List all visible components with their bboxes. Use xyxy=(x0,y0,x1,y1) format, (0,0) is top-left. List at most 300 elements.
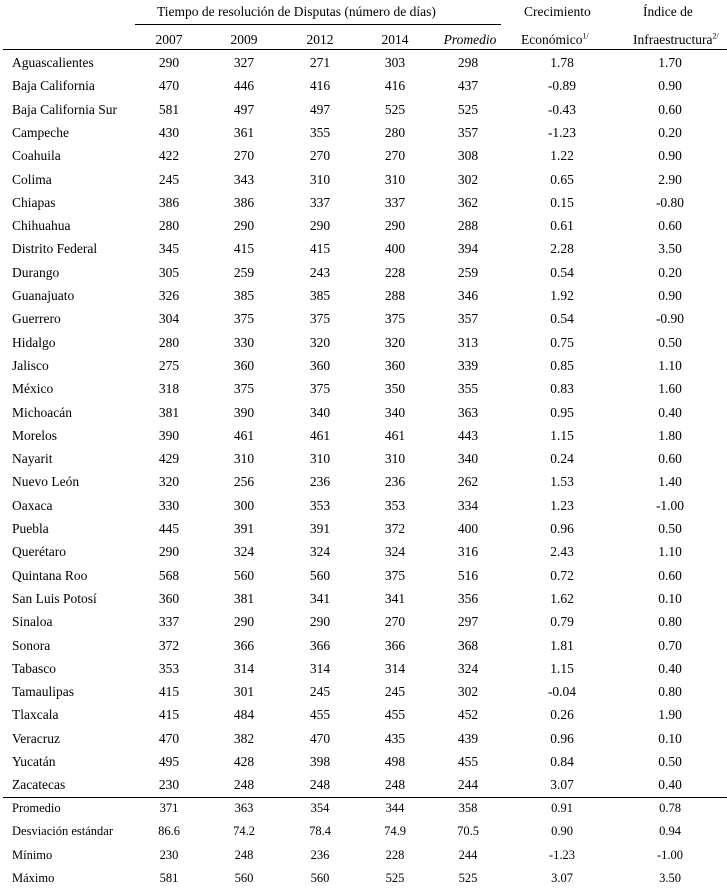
cell-2012: 324 xyxy=(309,544,331,560)
cell-2014: 310 xyxy=(384,171,406,187)
cell-2007: 345 xyxy=(158,241,180,257)
row-label: Nayarit xyxy=(12,451,53,467)
summary-row xyxy=(0,819,727,842)
cell-2014: 324 xyxy=(384,544,406,560)
row-label: Zacatecas xyxy=(12,777,66,793)
cell-2014: 245 xyxy=(384,684,406,700)
cell-infra: 0.60 xyxy=(658,567,682,583)
cell-growth: 2.28 xyxy=(550,241,574,257)
cell-infra: 0.40 xyxy=(658,660,682,676)
cell-2014: 270 xyxy=(384,614,406,630)
cell-2014: 350 xyxy=(384,381,406,397)
row-label: Morelos xyxy=(12,427,57,443)
cell-infra: 1.80 xyxy=(658,427,682,443)
cell-infra: 0.80 xyxy=(658,614,682,630)
cell-2009: 74.2 xyxy=(233,824,255,839)
cell-2014: 375 xyxy=(384,567,406,583)
table-row xyxy=(0,144,727,167)
cell-infra: 0.90 xyxy=(658,78,682,94)
cell-2007: 280 xyxy=(158,334,180,350)
row-label: México xyxy=(12,381,54,397)
cell-2009: 461 xyxy=(233,427,255,443)
row-label: Yucatán xyxy=(12,754,56,769)
col-2014: 2014 xyxy=(381,32,409,47)
cell-infra: 1.10 xyxy=(658,544,682,560)
cell-infra: 2.90 xyxy=(658,171,682,187)
cell-2014: 280 xyxy=(384,124,406,140)
cell-promedio: 340 xyxy=(457,451,479,467)
cell-growth: 0.75 xyxy=(550,334,574,350)
row-label: Querétaro xyxy=(12,544,66,560)
table-row xyxy=(0,237,727,260)
table-row xyxy=(0,377,727,400)
cell-2007: 415 xyxy=(158,684,180,700)
cell-2009: 330 xyxy=(233,334,255,350)
table-row xyxy=(0,307,727,330)
cell-2012: 236 xyxy=(309,474,331,490)
cell-2014: 360 xyxy=(384,357,406,373)
cell-2007: 470 xyxy=(158,78,180,94)
cell-2014: 310 xyxy=(384,451,406,467)
cell-2007: 275 xyxy=(158,357,180,373)
cell-2012: 461 xyxy=(309,427,331,443)
cell-infra: 0.94 xyxy=(659,824,681,839)
cell-growth: 1.15 xyxy=(550,660,574,676)
cell-2012: 341 xyxy=(309,590,331,606)
cell-2012: 245 xyxy=(309,684,331,700)
table-row xyxy=(0,168,727,191)
cell-2007: 386 xyxy=(158,194,180,210)
cell-2007: 381 xyxy=(158,404,180,420)
cell-2009: 300 xyxy=(233,497,255,513)
growth-footnote: 1/ xyxy=(582,31,589,41)
table-row xyxy=(0,470,727,493)
cell-2009: 428 xyxy=(233,754,255,769)
cell-growth: -1.23 xyxy=(547,124,577,140)
cell-2009: 484 xyxy=(233,707,255,723)
cell-2012: 497 xyxy=(309,101,331,117)
cell-2012: 560 xyxy=(309,567,331,583)
cell-2014: 74.9 xyxy=(384,824,406,839)
cell-2014: 248 xyxy=(384,777,406,793)
cell-2012: 290 xyxy=(309,614,331,630)
cell-2009: 248 xyxy=(233,777,255,793)
cell-2009: 560 xyxy=(233,567,255,583)
summary-row xyxy=(0,866,727,889)
row-label: Quintana Roo xyxy=(12,567,88,583)
cell-2014: 455 xyxy=(384,707,406,723)
row-label: Promedio xyxy=(12,801,61,815)
cell-2009: 314 xyxy=(233,660,255,676)
cell-growth: 1.62 xyxy=(550,590,574,606)
cell-2014: 228 xyxy=(384,264,406,280)
table-row xyxy=(0,587,727,610)
cell-promedio: 400 xyxy=(457,521,479,536)
cell-2007: 470 xyxy=(158,730,180,746)
cell-2012: 455 xyxy=(309,707,331,723)
cell-growth: 0.96 xyxy=(550,521,574,536)
table-row xyxy=(0,517,727,540)
cell-2007: 290 xyxy=(158,544,180,560)
cell-infra: 0.90 xyxy=(658,148,682,164)
cell-2014: 525 xyxy=(385,870,405,885)
cell-infra: 0.80 xyxy=(658,684,682,700)
cell-growth: 1.15 xyxy=(550,427,574,443)
row-label: Jalisco xyxy=(12,357,49,373)
cell-2009: 361 xyxy=(233,124,255,140)
cell-growth: 0.54 xyxy=(550,264,574,280)
cell-promedio: 313 xyxy=(457,334,479,350)
cell-growth: -1.23 xyxy=(548,847,576,862)
cell-infra: -1.00 xyxy=(655,497,685,513)
cell-2009: 497 xyxy=(233,101,255,117)
cell-2014: 366 xyxy=(384,637,406,653)
cell-2014: 416 xyxy=(384,78,406,94)
row-label: Baja California xyxy=(12,78,95,94)
cell-2007: 304 xyxy=(158,311,180,327)
cell-promedio: 516 xyxy=(457,567,479,583)
row-label: Campeche xyxy=(12,124,69,140)
cell-growth: 0.95 xyxy=(550,404,574,420)
cell-2009: 327 xyxy=(233,55,255,70)
cell-2009: 560 xyxy=(234,870,254,885)
cell-2012: 415 xyxy=(309,241,331,257)
growth-header-line2: Económico$^{1/}$ xyxy=(521,31,589,47)
row-label: Chihuahua xyxy=(12,218,71,234)
cell-2012: 243 xyxy=(309,264,331,280)
cell-infra: 0.20 xyxy=(658,124,682,140)
cell-2007: 320 xyxy=(158,474,180,490)
row-label: Tabasco xyxy=(12,660,57,676)
cell-2007: 353 xyxy=(158,660,180,676)
cell-infra: 1.60 xyxy=(658,381,682,397)
cell-promedio: 439 xyxy=(457,730,479,746)
cell-promedio: 358 xyxy=(458,801,478,815)
cell-2014: 400 xyxy=(384,241,406,257)
cell-2012: 360 xyxy=(309,357,331,373)
cell-2007: 245 xyxy=(158,171,180,187)
cell-2009: 375 xyxy=(233,311,255,327)
cell-growth: -0.04 xyxy=(547,684,577,700)
cell-growth: 0.79 xyxy=(550,614,574,630)
cell-2007: 390 xyxy=(158,427,180,443)
cell-2014: 320 xyxy=(384,334,406,350)
cell-2014: 314 xyxy=(384,660,406,676)
cell-infra: 0.78 xyxy=(659,801,681,815)
cell-growth: 0.90 xyxy=(551,824,573,839)
cell-2012: 271 xyxy=(309,55,331,70)
cell-2009: 381 xyxy=(233,590,255,606)
cell-promedio: 455 xyxy=(457,754,479,769)
cell-growth: 0.65 xyxy=(550,171,574,187)
cell-2012: 354 xyxy=(310,801,330,815)
cell-2007: 318 xyxy=(158,381,180,397)
cell-2012: 391 xyxy=(309,521,331,536)
cell-promedio: 368 xyxy=(457,637,479,653)
cell-2007: 430 xyxy=(158,124,180,140)
cell-promedio: 288 xyxy=(457,218,479,234)
cell-infra: 0.50 xyxy=(658,521,682,536)
cell-2012: 340 xyxy=(309,404,331,420)
table-row xyxy=(0,610,727,633)
cell-growth: 0.61 xyxy=(550,218,574,234)
row-label: Sonora xyxy=(12,637,51,653)
table-row xyxy=(0,773,727,796)
summary-row xyxy=(0,843,727,866)
cell-growth: 1.53 xyxy=(550,474,574,490)
cell-2007: 372 xyxy=(158,637,180,653)
table-row xyxy=(0,331,727,354)
cell-2012: 470 xyxy=(309,730,331,746)
cell-2012: 78.4 xyxy=(309,824,331,839)
table-row xyxy=(0,634,727,657)
cell-2012: 236 xyxy=(310,847,330,862)
cell-infra: 0.70 xyxy=(658,637,682,653)
row-label: Guanajuato xyxy=(12,288,75,303)
cell-2014: 341 xyxy=(384,590,406,606)
cell-growth: 1.92 xyxy=(550,288,574,303)
cell-infra: 1.40 xyxy=(658,474,682,490)
cell-2007: 415 xyxy=(158,707,180,723)
table-row xyxy=(0,401,727,424)
table-row xyxy=(0,121,727,144)
cell-2007: 290 xyxy=(158,55,180,70)
cell-promedio: 452 xyxy=(457,707,479,723)
cell-2014: 435 xyxy=(384,730,406,746)
row-label: Oaxaca xyxy=(12,497,53,513)
cell-2009: 290 xyxy=(233,614,255,630)
cell-2007: 230 xyxy=(159,847,179,862)
col-2012: 2012 xyxy=(306,32,334,47)
cell-2014: 353 xyxy=(384,497,406,513)
table-row xyxy=(0,680,727,703)
cell-infra: 0.90 xyxy=(658,288,682,303)
table-row xyxy=(0,540,727,563)
cell-growth: 1.23 xyxy=(550,497,574,513)
cell-2012: 270 xyxy=(309,148,331,164)
cell-2014: 340 xyxy=(384,404,406,420)
cell-promedio: 302 xyxy=(457,171,479,187)
cell-infra: 0.10 xyxy=(658,590,682,606)
cell-2007: 581 xyxy=(158,101,180,117)
cell-2007: 581 xyxy=(159,870,179,885)
cell-2007: 422 xyxy=(158,148,180,164)
table-row xyxy=(0,447,727,470)
cell-2009: 446 xyxy=(233,78,255,94)
table-row xyxy=(0,494,727,517)
row-label: Coahuila xyxy=(12,148,61,164)
cell-growth: 1.22 xyxy=(550,148,574,164)
cell-infra: 0.60 xyxy=(658,101,682,117)
col-2009: 2009 xyxy=(230,32,258,47)
cell-growth: 0.83 xyxy=(550,381,574,397)
table-row xyxy=(0,727,727,750)
cell-promedio: 339 xyxy=(457,357,479,373)
cell-2007: 445 xyxy=(158,521,180,536)
row-label: Desviación estándar xyxy=(12,824,114,839)
cell-promedio: 302 xyxy=(457,684,479,700)
cell-promedio: 70.5 xyxy=(457,824,479,839)
row-label: Nuevo León xyxy=(12,474,80,490)
cell-promedio: 262 xyxy=(457,474,479,490)
cell-2014: 270 xyxy=(384,148,406,164)
cell-2009: 259 xyxy=(233,264,255,280)
cell-promedio: 394 xyxy=(457,241,479,257)
cell-promedio: 357 xyxy=(457,124,479,140)
row-label: Sinaloa xyxy=(12,614,53,630)
row-label: Michoacán xyxy=(12,404,72,420)
cell-infra: -0.80 xyxy=(655,194,685,210)
cell-growth: 2.43 xyxy=(550,544,574,560)
cell-2014: 236 xyxy=(384,474,406,490)
row-label: Colima xyxy=(12,171,52,187)
col-2007: 2007 xyxy=(155,32,183,47)
table-row xyxy=(0,191,727,214)
summary-row xyxy=(0,796,727,819)
cell-2012: 416 xyxy=(309,78,331,94)
cell-promedio: 298 xyxy=(457,55,479,70)
cell-2009: 386 xyxy=(233,194,255,210)
row-label: Durango xyxy=(12,264,60,280)
cell-2014: 288 xyxy=(384,288,406,303)
cell-2009: 375 xyxy=(233,381,255,397)
table-row xyxy=(0,564,727,587)
cell-growth: 1.78 xyxy=(550,55,574,70)
row-label: Máximo xyxy=(12,870,55,885)
cell-growth: 0.72 xyxy=(550,567,574,583)
cell-2009: 391 xyxy=(233,521,255,536)
cell-2012: 290 xyxy=(309,218,331,234)
cell-growth: 3.07 xyxy=(550,777,574,793)
table-row xyxy=(0,98,727,121)
cell-promedio: 362 xyxy=(457,194,479,210)
col-promedio: Promedio xyxy=(443,32,497,47)
cell-2014: 290 xyxy=(384,218,406,234)
cell-promedio: 334 xyxy=(457,497,479,513)
cell-2012: 560 xyxy=(310,870,330,885)
cell-growth: -0.43 xyxy=(547,101,577,117)
growth-header-line1: Crecimiento xyxy=(524,4,591,19)
cell-2007: 305 xyxy=(158,264,180,280)
row-label: Tlaxcala xyxy=(12,707,59,723)
cell-growth: 0.96 xyxy=(550,730,574,746)
cell-infra: 3.50 xyxy=(659,870,681,885)
cell-2014: 461 xyxy=(384,427,406,443)
cell-infra: 0.60 xyxy=(658,451,682,467)
cell-2009: 385 xyxy=(233,288,255,303)
cell-2012: 310 xyxy=(309,451,331,467)
cell-2007: 86.6 xyxy=(158,824,180,839)
table-row xyxy=(0,750,727,773)
cell-growth: 1.81 xyxy=(550,637,574,653)
cell-2007: 280 xyxy=(158,218,180,234)
cell-growth: 0.85 xyxy=(550,357,574,373)
cell-2012: 310 xyxy=(309,171,331,187)
cell-growth: 0.91 xyxy=(551,801,573,815)
row-label: Veracruz xyxy=(12,730,60,746)
row-label: Guerrero xyxy=(12,311,61,327)
cell-2012: 320 xyxy=(309,334,331,350)
cell-2007: 568 xyxy=(158,567,180,583)
cell-infra: 0.10 xyxy=(658,730,682,746)
cell-2007: 495 xyxy=(158,754,180,769)
row-label: Puebla xyxy=(12,521,49,536)
row-label: Hidalgo xyxy=(12,334,56,350)
cell-promedio: 437 xyxy=(457,78,479,94)
table-row xyxy=(0,657,727,680)
cell-growth: 3.07 xyxy=(551,870,573,885)
infra-footnote: 2/ xyxy=(712,31,719,41)
cell-2009: 343 xyxy=(233,171,255,187)
table-row xyxy=(0,354,727,377)
cell-promedio: 443 xyxy=(457,427,479,443)
table-row xyxy=(0,703,727,726)
table-row xyxy=(0,51,727,74)
cell-promedio: 363 xyxy=(457,404,479,420)
cell-2009: 290 xyxy=(233,218,255,234)
cell-growth: 0.24 xyxy=(550,451,574,467)
cell-2009: 270 xyxy=(233,148,255,164)
cell-2014: 525 xyxy=(384,101,406,117)
cell-promedio: 316 xyxy=(457,544,479,560)
cell-growth: 0.54 xyxy=(550,311,574,327)
cell-infra: -0.90 xyxy=(655,311,685,327)
header-bottom-rule xyxy=(3,49,727,50)
cell-promedio: 525 xyxy=(457,101,479,117)
cell-infra: 0.40 xyxy=(658,404,682,420)
cell-2014: 228 xyxy=(385,847,405,862)
table-row xyxy=(0,424,727,447)
cell-promedio: 356 xyxy=(457,590,479,606)
table-header-top xyxy=(0,0,727,26)
cell-2012: 398 xyxy=(309,754,331,769)
cell-promedio: 244 xyxy=(457,777,479,793)
row-label: San Luis Potosí xyxy=(12,590,97,606)
cell-2012: 353 xyxy=(309,497,331,513)
cell-2009: 382 xyxy=(233,730,255,746)
cell-2007: 337 xyxy=(158,614,180,630)
cell-2009: 366 xyxy=(233,637,255,653)
cell-infra: 0.50 xyxy=(658,334,682,350)
cell-2009: 324 xyxy=(233,544,255,560)
cell-2012: 337 xyxy=(309,194,331,210)
table-row xyxy=(0,261,727,284)
cell-infra: 0.60 xyxy=(658,218,682,234)
table-row xyxy=(0,74,727,97)
infra-header-line1: Índice de xyxy=(643,4,693,19)
cell-infra: 0.50 xyxy=(658,754,682,769)
cell-promedio: 355 xyxy=(457,381,479,397)
cell-2012: 314 xyxy=(309,660,331,676)
cell-infra: 1.10 xyxy=(658,357,682,373)
cell-2007: 230 xyxy=(158,777,180,793)
cell-promedio: 244 xyxy=(458,847,478,862)
cell-2014: 375 xyxy=(384,311,406,327)
cell-2009: 360 xyxy=(233,357,255,373)
cell-2014: 372 xyxy=(384,521,406,536)
cell-2009: 390 xyxy=(233,404,255,420)
cell-2014: 303 xyxy=(384,55,406,70)
cell-infra: 3.50 xyxy=(658,241,682,257)
cell-infra: -1.00 xyxy=(656,847,684,862)
cell-2007: 371 xyxy=(159,801,179,815)
cell-2009: 363 xyxy=(234,801,254,815)
cell-promedio: 346 xyxy=(457,288,479,303)
cell-2007: 360 xyxy=(158,590,180,606)
cell-promedio: 525 xyxy=(458,870,478,885)
group-title: Tiempo de resolución de Disputas (número de días) xyxy=(157,4,436,19)
cell-infra: 0.20 xyxy=(658,264,682,280)
